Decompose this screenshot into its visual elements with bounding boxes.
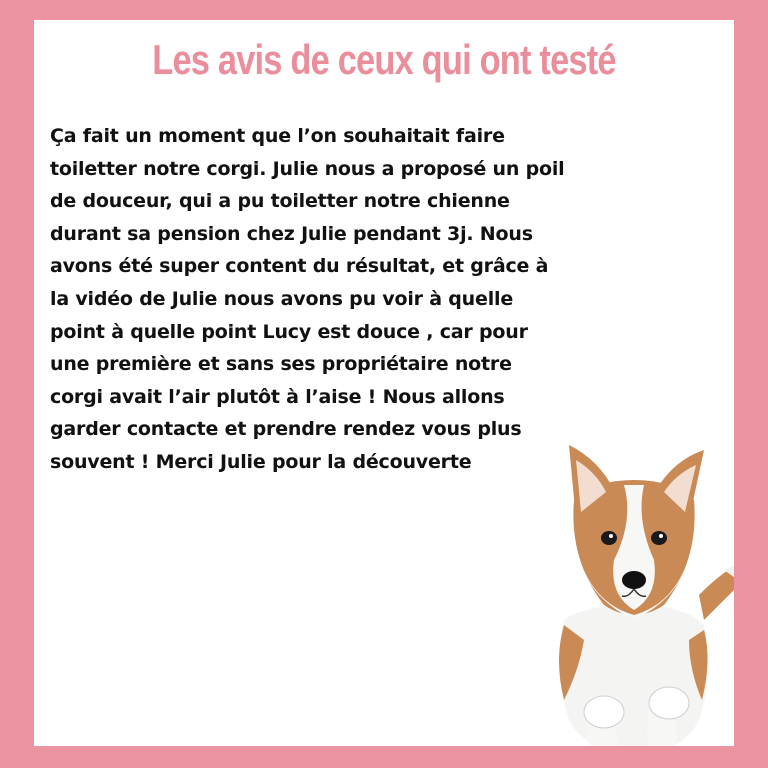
page-title: Les avis de ceux qui ont testé bbox=[152, 36, 616, 83]
review-text: Ça fait un moment que l’on souhaitait faire toiletter notre corgi. Julie nous a proposé un poil de douceur, qui a pu toiletter notre chienne durant sa pension chez Julie pendant 3j. Nous avons été super content du résultat, et grâce à la vidéo de Julie nous avons pu voir à quelle point à quelle point Lucy est douce , car pour une première et sans ses propriétaire notre corgi avait l’air plutôt à l’aise ! Nous allons garder contacte et prendre rendez vous plus souvent ! Merci Julie pour la découverte bbox=[50, 125, 565, 473]
corgi-photo bbox=[524, 420, 734, 746]
review-card bbox=[34, 20, 734, 746]
